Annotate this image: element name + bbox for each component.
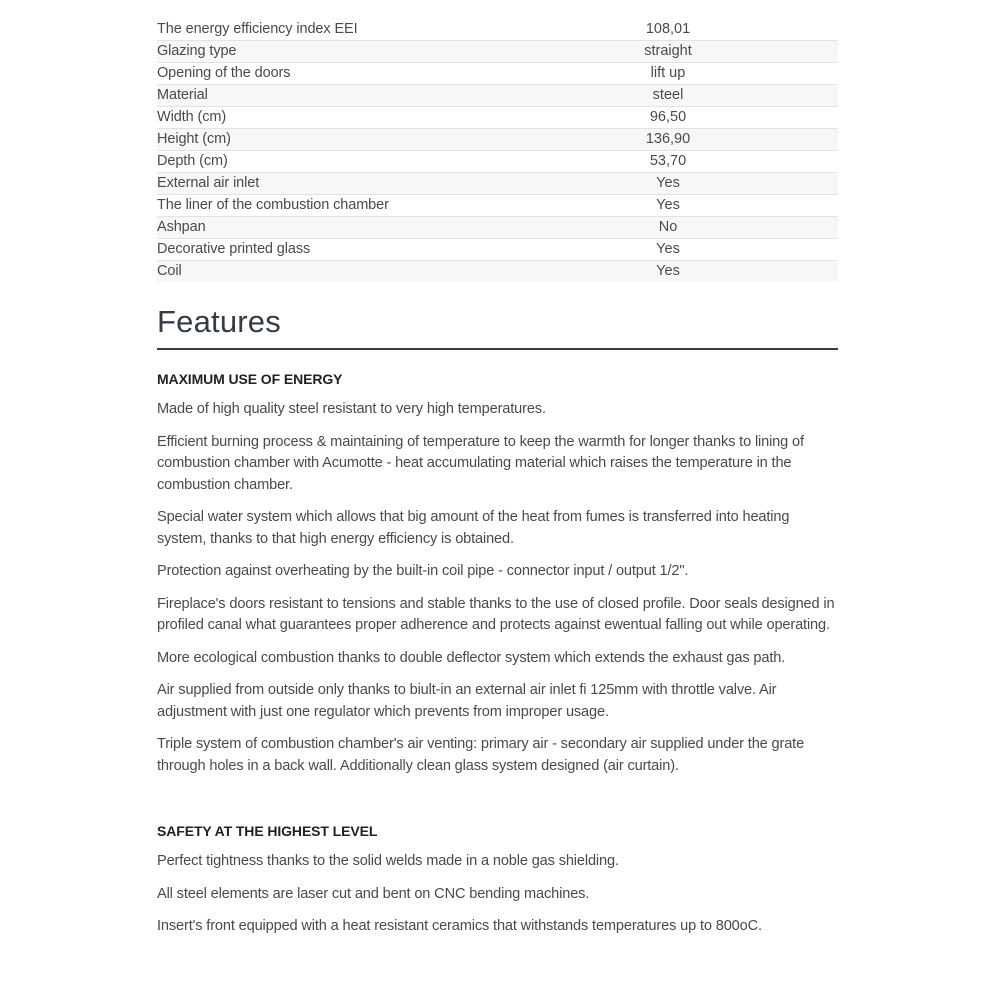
table-row [157,173,838,195]
feature-paragraph: Special water system which allows that big amount of the heat from fumes is transferred into heating system, thanks to that high energy efficiency is obtained. [157,509,790,547]
section-heading: MAXIMUM USE OF ENERGY [157,371,343,387]
spec-label: Decorative printed glass [157,239,498,261]
spec-label: The energy efficiency index EEI [157,19,498,41]
spec-label: External air inlet [157,173,498,195]
spec-label: Ashpan [157,217,498,239]
spec-label: Depth (cm) [157,151,498,173]
table-row [157,19,838,41]
product-spec-document [157,19,838,949]
specifications-table [157,19,838,282]
feature-paragraph: Triple system of combustion chamber's air venting: primary air - secondary air supplied under the grate through holes in a back wall. Additionally clean glass system designed (air curtain). [157,736,805,774]
table-row [157,151,838,173]
spec-value: Yes [498,239,838,261]
feature-paragraph: Perfect tightness thanks to the solid welds made in a noble gas shielding. [157,853,619,869]
spec-value: 96,50 [498,107,838,129]
spec-label: Width (cm) [157,107,498,129]
spec-label: The liner of the combustion chamber [157,195,498,217]
feature-paragraph: Made of high quality steel resistant to very high temperatures. [157,401,546,417]
table-row [157,63,838,85]
spec-label: Coil [157,261,498,283]
table-row [157,217,838,239]
feature-paragraph: Protection against overheating by the built-in coil pipe - connector input / output 1/2". [157,563,689,579]
spec-value: No [498,217,838,239]
table-row [157,261,838,283]
feature-paragraph: Air supplied from outside only thanks to biult-in an external air inlet fi 125mm with throttle valve. Air adjustment with just one regulator which prevents from improper usage. [157,682,777,720]
spec-value: Yes [498,195,838,217]
section-maximum-use-of-energy [157,369,838,777]
feature-paragraph: Fireplace's doors resistant to tensions and stable thanks to the use of closed profile. Door seals designed in profiled canal what guarantees proper adherence and protects against ewentual falling out while operating. [157,595,835,633]
spec-value: Yes [498,173,838,195]
feature-paragraph: Efficient burning process & maintaining of temperature to keep the warmth for longer thanks to lining of combustion chamber with Acumotte - heat accumulating material which raises the temperature in the combustion chamber. [157,433,804,493]
table-row [157,239,838,261]
section-safety-at-the-highest-level [157,821,838,938]
spec-value: steel [498,85,838,107]
spec-label: Opening of the doors [157,63,498,85]
spec-value: 108,01 [498,19,838,41]
features-heading: Features [157,302,838,350]
spec-value: Yes [498,261,838,283]
table-row [157,129,838,151]
feature-paragraph: Insert's front equipped with a heat resistant ceramics that withstands temperatures up to 800oC. [157,918,762,934]
spec-value: 136,90 [498,129,838,151]
table-row [157,85,838,107]
feature-paragraph: All steel elements are laser cut and bent on CNC bending machines. [157,885,590,902]
spec-value: straight [498,41,838,63]
spec-label: Material [157,85,498,107]
feature-paragraph: More ecological combustion thanks to double deflector system which extends the exhaust gas path. [157,649,786,666]
spec-value: 53,70 [498,151,838,173]
table-row [157,107,838,129]
table-row [157,195,838,217]
table-row [157,41,838,63]
spec-value: lift up [498,63,838,85]
section-heading: SAFETY AT THE HIGHEST LEVEL [157,823,378,839]
spec-label: Height (cm) [157,129,498,151]
spec-label: Glazing type [157,41,498,63]
